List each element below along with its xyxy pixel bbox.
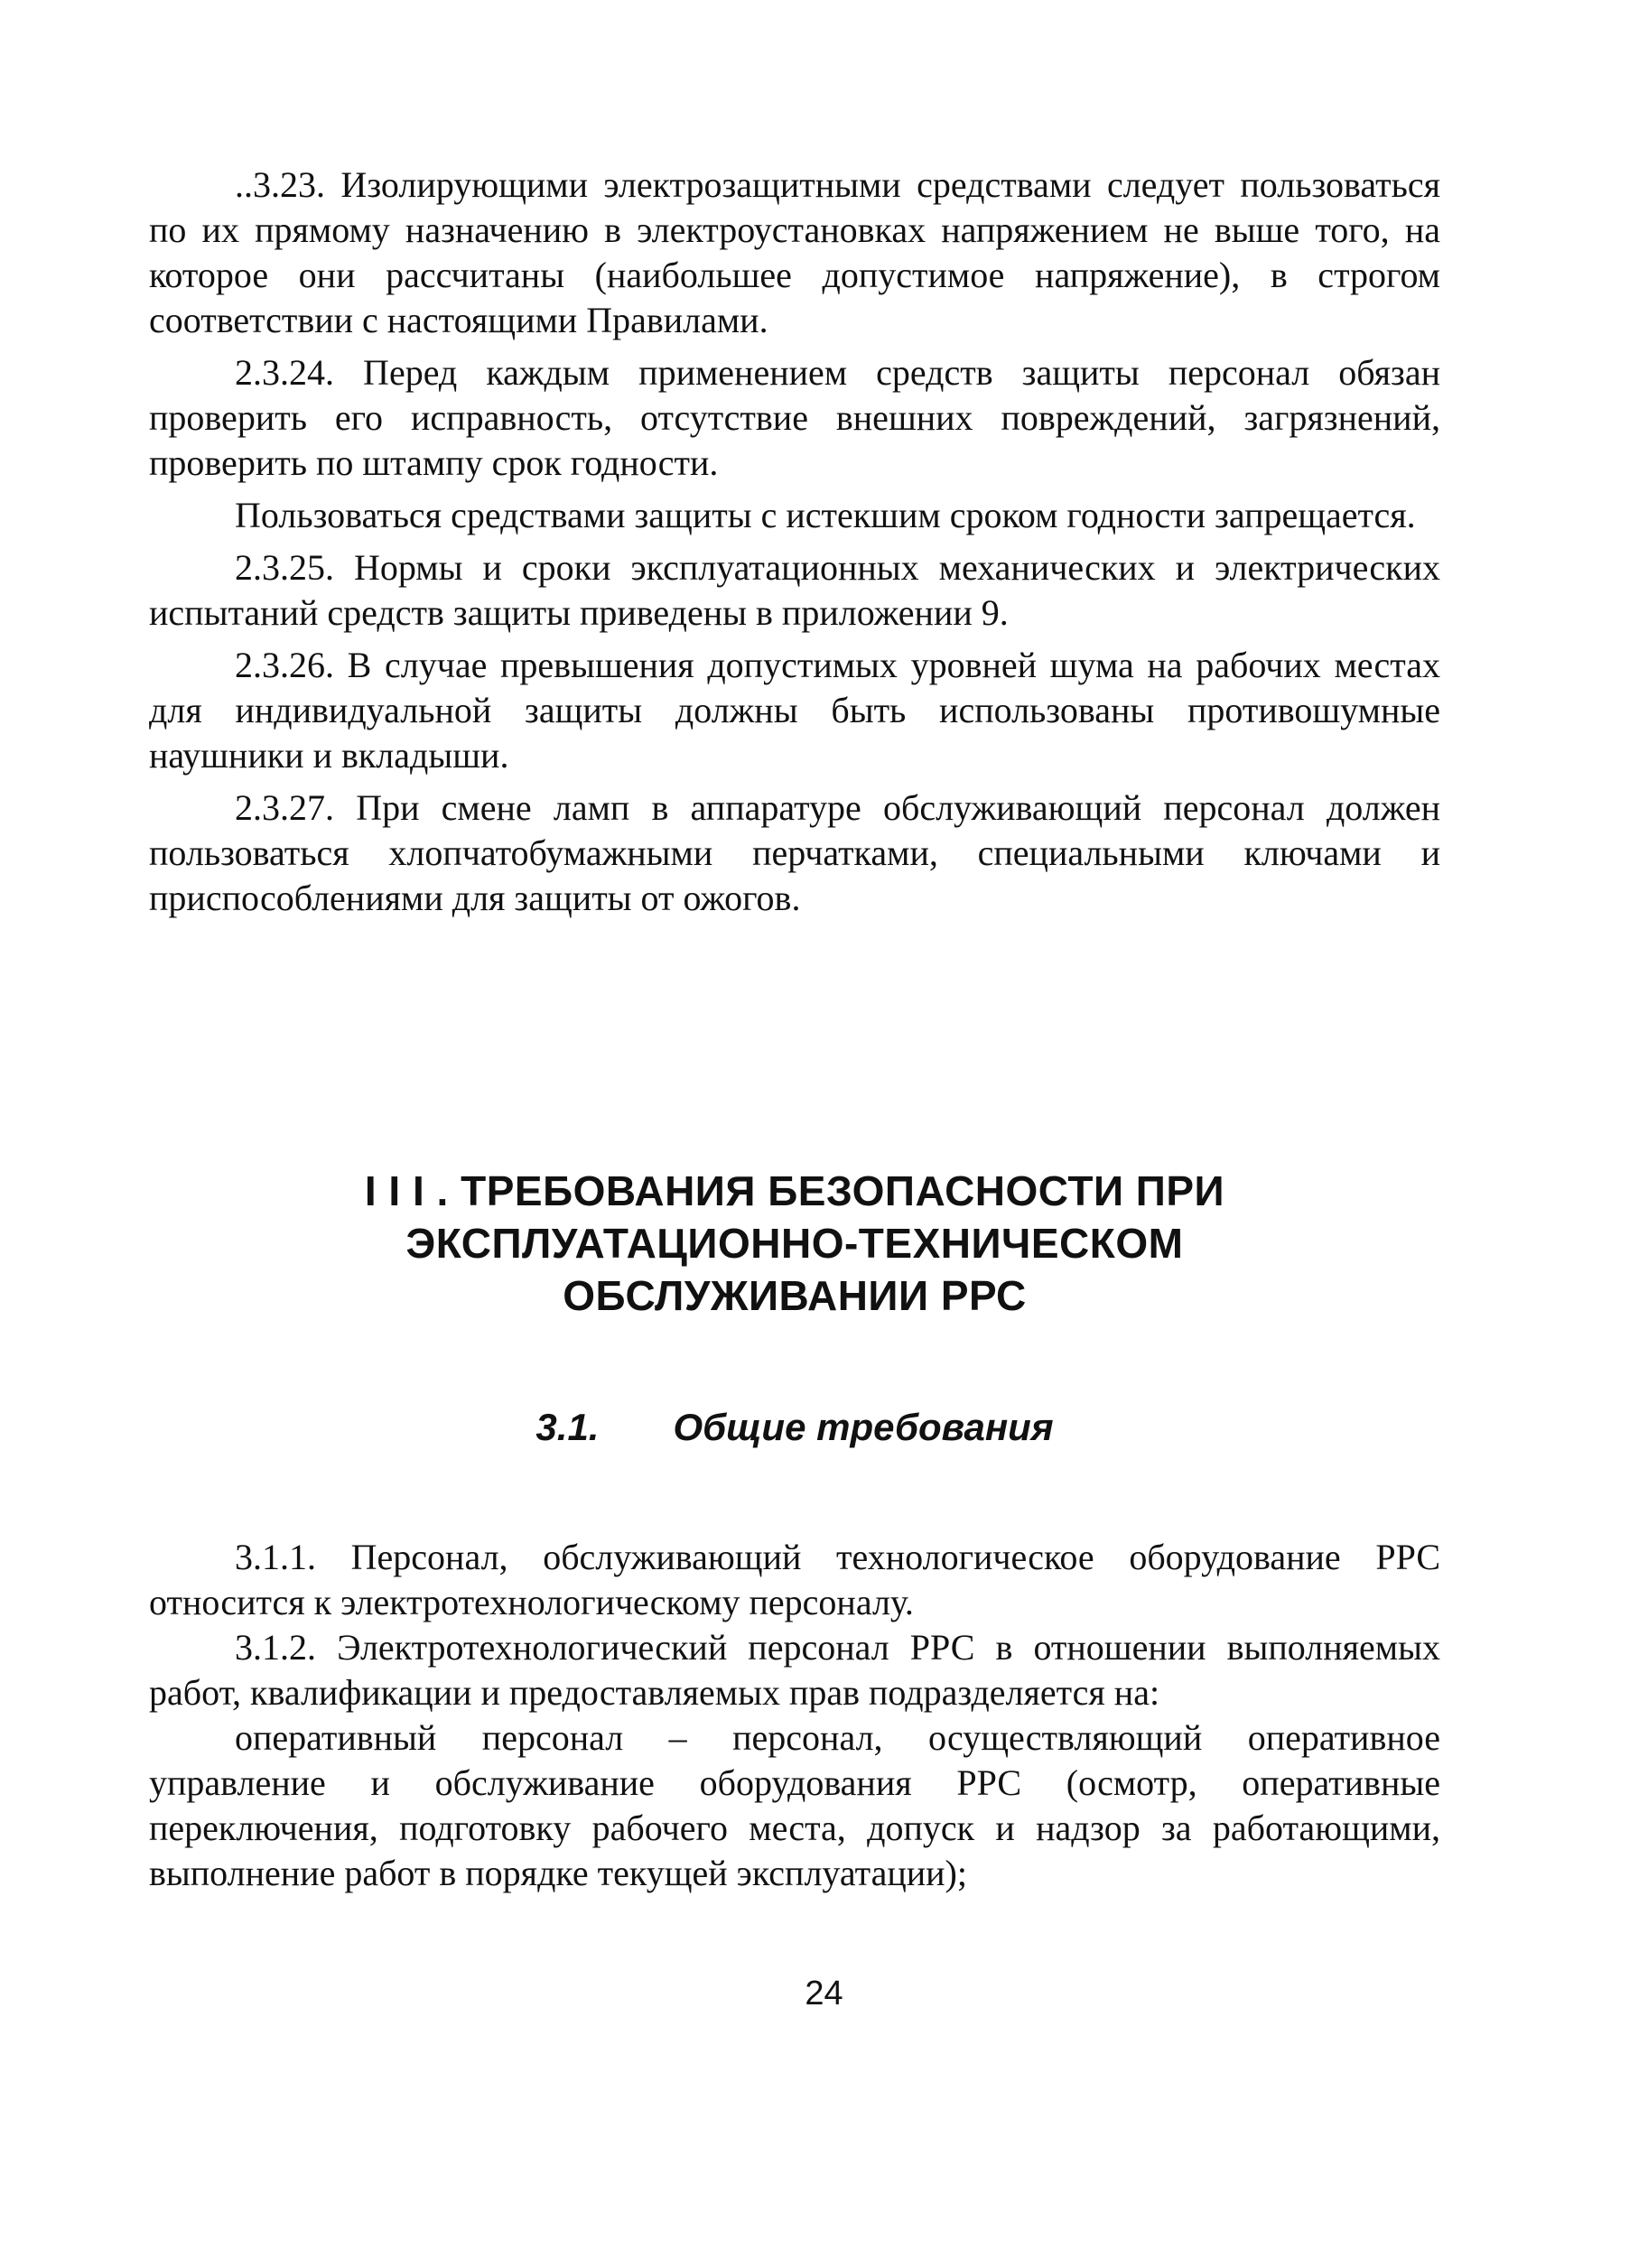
- paragraph-2-3-25: 2.3.25. Нормы и сроки эксплуатационных механических и электрических испытаний средств защиты приведены в приложении 9.: [149, 547, 1440, 633]
- paragraph-2-3-24: 2.3.24. Перед каждым применением средств защиты персонал обязан проверить его исправность, отсутствие внешних повреждений, загрязнений, проверить по штампу срок годности.: [149, 352, 1440, 483]
- paragraph-2-3-23: ..3.23. Изолирующими электрозащитными средствами следует пользоваться по их прямому назначению в электроустановках напряжением не выше того, на которое они рассчитаны (наибольшее допустимое напряжение), в строгом соответствии с настоящими Правилами.: [149, 164, 1440, 340]
- paragraph-operative-personnel: оперативный персонал – персонал, осуществляющий оперативное управление и обслуживание оборудования РРС (осмотр, оперативные переключения, подготовку рабочего места, допуск и надзор за работающими, выполнение работ в порядке текущей эксплуатации);: [149, 1717, 1440, 1893]
- paragraph-3-1-1: 3.1.1. Персонал, обслуживающий технологическое оборудование РРС относится к электротехнологическому персоналу.: [149, 1537, 1440, 1622]
- paragraph-3-1-2: 3.1.2. Электротехнологический персонал РРС в отношении выполняемых работ, квалификации и предоставляемых прав подразделяется на:: [149, 1627, 1440, 1713]
- section-heading: [149, 1165, 1440, 1322]
- page-number: 24: [805, 1975, 843, 2012]
- subsection-number: 3.1.: [535, 1406, 600, 1448]
- subsection-title: Общие требования: [673, 1406, 1054, 1448]
- paragraph-2-3-26: 2.3.26. В случае превышения допустимых уровней шума на рабочих местах для индивидуальной защиты должны быть использованы противошумные наушники и вкладыши.: [149, 645, 1440, 776]
- top-text-block: [149, 163, 1440, 921]
- section-heading-line-3: ОБСЛУЖИВАНИИ РРС: [563, 1272, 1027, 1319]
- section-heading-line-1: I I I . ТРЕБОВАНИЯ БЕЗОПАСНОСТИ ПРИ: [364, 1167, 1225, 1214]
- paragraph-2-3-27: 2.3.27. При смене ламп в аппаратуре обслуживающий персонал должен пользоваться хлопчатобумажными перчатками, специальными ключами и приспособлениями для защиты от ожогов.: [149, 787, 1440, 918]
- section-heading-line-2: ЭКСПЛУАТАЦИОННО-ТЕХНИЧЕСКОМ: [405, 1220, 1184, 1267]
- paragraph-expired-protection: Пользоваться средствами защиты с истекшим сроком годности запрещается.: [235, 495, 1416, 535]
- subsection-heading: [149, 1404, 1440, 1451]
- bottom-text-block: [149, 1535, 1440, 1896]
